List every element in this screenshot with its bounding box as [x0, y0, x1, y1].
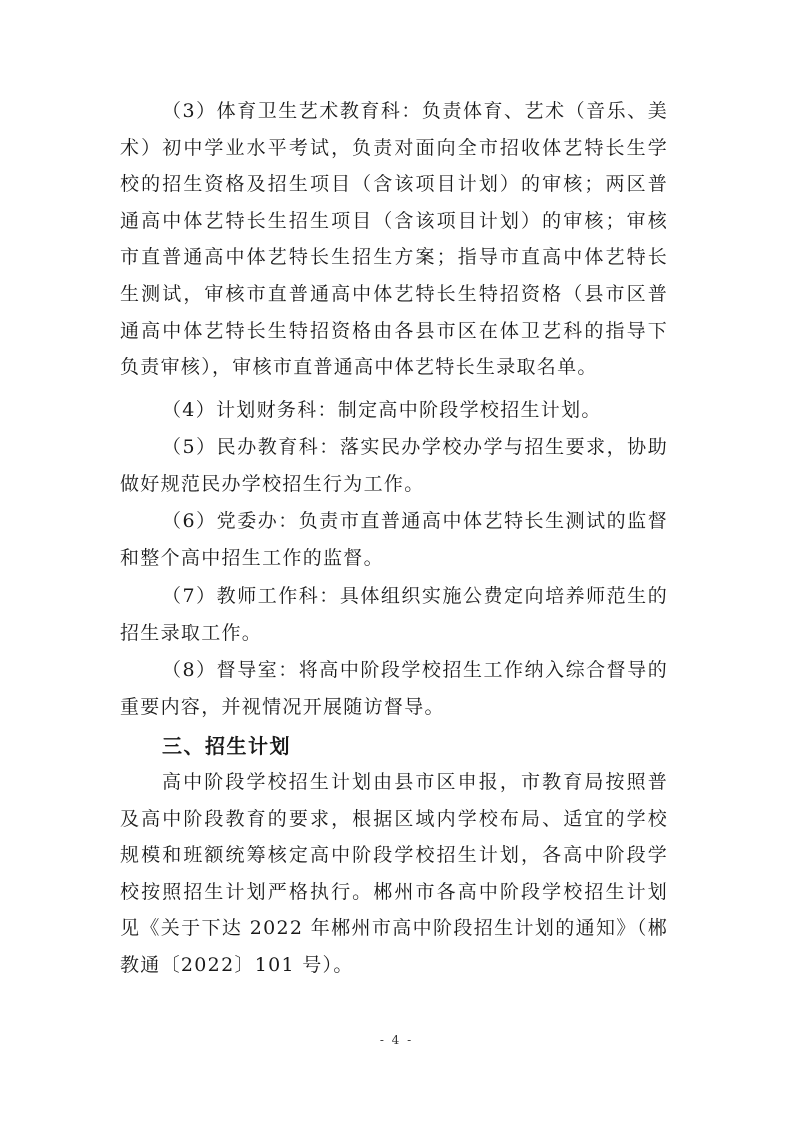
paragraph-pe-health-arts-section: （3）体育卫生艺术教育科：负责体育、艺术（音乐、美术）初中学业水平考试，负责对面向全市招收体艺特长生学校的招生资格及招生项目（含该项目计划）的审核；两区普通高中体艺特长生招生项目（含该项目计划）的审核；审核市直普通高中体艺特长生招生方案；指导市直高中体艺特长生测试，审核市直普通高中体艺特长生特招资格（县市区普通高中体艺特长生特招资格由各县市区在体卫艺科的指导下负责审核），审核市直普通高中体艺特长生录取名单。 [120, 100, 668, 379]
paragraph-teacher-work-section: （7）教师工作科：具体组织实施公费定向培养师范生的招生录取工作。 [120, 585, 668, 644]
paragraph-enrollment-plan-body: 高中阶段学校招生计划由县市区申报，市教育局按照普及高中阶段教育的要求，根据区域内学校布局、适宜的学校规模和班额统筹核定高中阶段学校招生计划，各高中阶段学校按照招生计划严格执行。郴州市各高中阶段学校招生计划见《关于下达 2022 年郴州市高中阶段招生计划的通知》（郴教通〔2022〕101 号）。 [120, 771, 668, 976]
page-number: - 4 - [379, 1033, 414, 1047]
paragraph-party-office: （6）党委办：负责市直普通高中体艺特长生测试的监督和整个高中招生工作的监督。 [120, 510, 668, 569]
paragraph-private-education-section: （5）民办教育科：落实民办学校办学与招生要求，协助做好规范民办学校招生行为工作。 [120, 436, 668, 495]
paragraph-planning-finance-section: （4）计划财务科：制定高中阶段学校招生计划。 [162, 399, 602, 421]
section-heading-enrollment-plan: 三、招生计划 [162, 734, 291, 758]
paragraph-supervision-office: （8）督导室：将高中阶段学校招生工作纳入综合督导的重要内容，并视情况开展随访督导。 [120, 659, 668, 718]
